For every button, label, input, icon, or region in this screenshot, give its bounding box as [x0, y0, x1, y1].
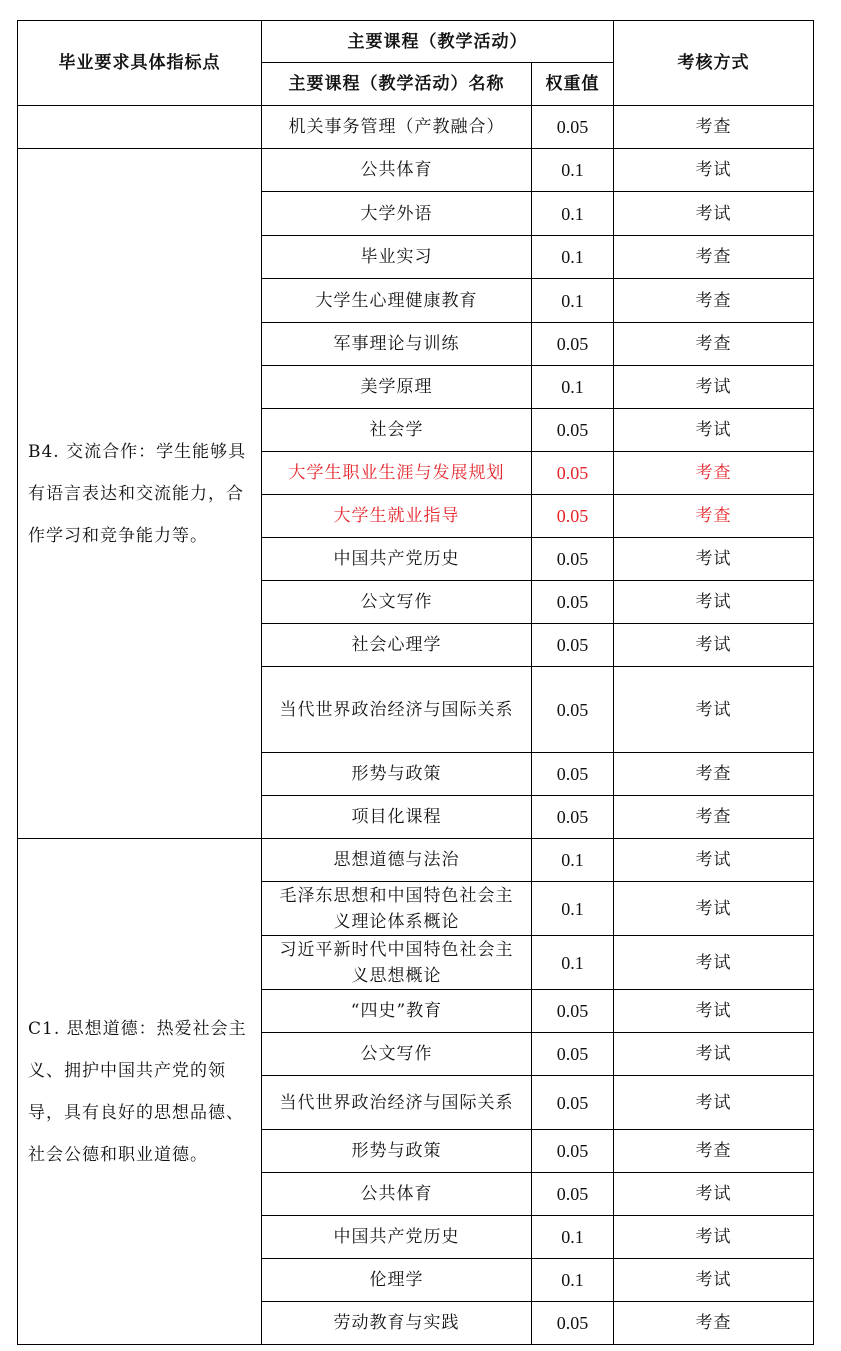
weight-cell: 0.1 [532, 1259, 614, 1302]
assessment-cell: 考查 [614, 106, 814, 149]
assessment-cell: 考查 [614, 279, 814, 323]
header-assessment: 考核方式 [614, 21, 814, 106]
assessment-cell: 考试 [614, 581, 814, 624]
course-name-cell: 形势与政策 [262, 753, 532, 796]
course-name-cell: 大学生职业生涯与发展规划 [262, 452, 532, 495]
table-row [18, 106, 814, 149]
course-name-cell: 当代世界政治经济与国际关系 [262, 1076, 532, 1130]
assessment-cell: 考试 [614, 1259, 814, 1302]
assessment-cell: 考试 [614, 1173, 814, 1216]
assessment-cell: 考查 [614, 753, 814, 796]
weight-cell: 0.05 [532, 990, 614, 1033]
course-name-cell: 公共体育 [262, 1173, 532, 1216]
course-name-cell: “四史”教育 [262, 990, 532, 1033]
course-name-cell: 社会学 [262, 409, 532, 452]
assessment-cell: 考试 [614, 667, 814, 753]
assessment-cell: 考试 [614, 1216, 814, 1259]
course-name-cell: 形势与政策 [262, 1130, 532, 1173]
assessment-cell: 考查 [614, 1302, 814, 1345]
header-requirement: 毕业要求具体指标点 [18, 21, 262, 106]
requirement-cell: B4. 交流合作：学生能够具有语言表达和交流能力，合作学习和竞争能力等。 [18, 149, 262, 839]
weight-cell: 0.05 [532, 1302, 614, 1345]
weight-cell: 0.05 [532, 1076, 614, 1130]
course-name-cell: 大学生就业指导 [262, 495, 532, 538]
weight-cell: 0.1 [532, 149, 614, 192]
assessment-cell: 考试 [614, 366, 814, 409]
assessment-cell: 考试 [614, 1033, 814, 1076]
course-name-cell: 军事理论与训练 [262, 323, 532, 366]
assessment-cell: 考查 [614, 323, 814, 366]
course-name-cell: 美学原理 [262, 366, 532, 409]
assessment-cell: 考查 [614, 452, 814, 495]
assessment-cell: 考试 [614, 409, 814, 452]
course-name-cell: 毕业实习 [262, 236, 532, 279]
course-name-cell: 毛泽东思想和中国特色社会主义理论体系概论 [262, 882, 532, 936]
course-name-cell: 公文写作 [262, 1033, 532, 1076]
course-name-cell: 大学外语 [262, 192, 532, 236]
weight-cell: 0.05 [532, 1173, 614, 1216]
assessment-cell: 考试 [614, 990, 814, 1033]
weight-cell: 0.1 [532, 936, 614, 990]
weight-cell: 0.05 [532, 667, 614, 753]
weight-cell: 0.05 [532, 1033, 614, 1076]
table-body [18, 106, 814, 1345]
header-weight: 权重值 [532, 63, 614, 106]
weight-cell: 0.1 [532, 279, 614, 323]
course-name-cell: 伦理学 [262, 1259, 532, 1302]
course-name-cell: 项目化课程 [262, 796, 532, 839]
table-row [18, 839, 814, 882]
assessment-cell: 考试 [614, 624, 814, 667]
weight-cell: 0.1 [532, 882, 614, 936]
weight-cell: 0.05 [532, 1130, 614, 1173]
weight-cell: 0.1 [532, 1216, 614, 1259]
weight-cell: 0.05 [532, 323, 614, 366]
requirement-cell [18, 106, 262, 149]
weight-cell: 0.05 [532, 495, 614, 538]
course-name-cell: 劳动教育与实践 [262, 1302, 532, 1345]
course-name-cell: 思想道德与法治 [262, 839, 532, 882]
weight-cell: 0.1 [532, 839, 614, 882]
weight-cell: 0.05 [532, 624, 614, 667]
assessment-cell: 考查 [614, 495, 814, 538]
assessment-cell: 考试 [614, 839, 814, 882]
course-name-cell: 公共体育 [262, 149, 532, 192]
assessment-cell: 考试 [614, 192, 814, 236]
course-name-cell: 社会心理学 [262, 624, 532, 667]
requirement-cell: C1. 思想道德：热爱社会主义、拥护中国共产党的领导，具有良好的思想品德、社会公德和职业道德。 [18, 839, 262, 1345]
assessment-cell: 考查 [614, 796, 814, 839]
weight-cell: 0.05 [532, 581, 614, 624]
curriculum-matrix-table [17, 20, 814, 1345]
course-name-cell: 中国共产党历史 [262, 1216, 532, 1259]
header-courses-group: 主要课程（教学活动） [262, 21, 614, 63]
weight-cell: 0.05 [532, 106, 614, 149]
course-name-cell: 大学生心理健康教育 [262, 279, 532, 323]
weight-cell: 0.05 [532, 452, 614, 495]
course-name-cell: 公文写作 [262, 581, 532, 624]
assessment-cell: 考试 [614, 149, 814, 192]
weight-cell: 0.05 [532, 796, 614, 839]
course-name-cell: 机关事务管理（产教融合） [262, 106, 532, 149]
weight-cell: 0.05 [532, 409, 614, 452]
weight-cell: 0.05 [532, 538, 614, 581]
assessment-cell: 考试 [614, 882, 814, 936]
course-name-cell: 中国共产党历史 [262, 538, 532, 581]
weight-cell: 0.1 [532, 236, 614, 279]
assessment-cell: 考查 [614, 1130, 814, 1173]
table-row [18, 149, 814, 192]
header-course-name: 主要课程（教学活动）名称 [262, 63, 532, 106]
assessment-cell: 考试 [614, 538, 814, 581]
assessment-cell: 考试 [614, 1076, 814, 1130]
weight-cell: 0.1 [532, 366, 614, 409]
weight-cell: 0.1 [532, 192, 614, 236]
course-name-cell: 当代世界政治经济与国际关系 [262, 667, 532, 753]
assessment-cell: 考试 [614, 936, 814, 990]
weight-cell: 0.05 [532, 753, 614, 796]
assessment-cell: 考查 [614, 236, 814, 279]
course-name-cell: 习近平新时代中国特色社会主义思想概论 [262, 936, 532, 990]
